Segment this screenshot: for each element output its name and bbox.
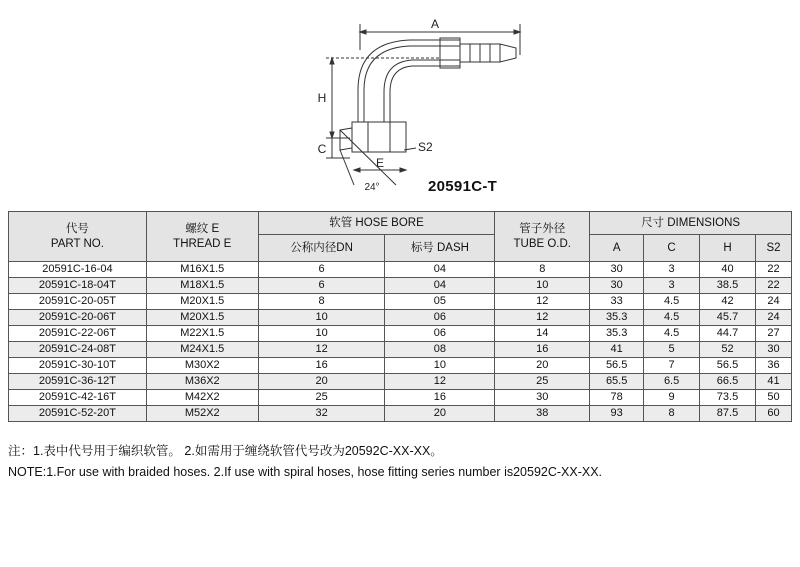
cell-h: 42 [700, 294, 756, 310]
dim-a-arrow-left [360, 30, 366, 34]
cell-thread: M16X1.5 [146, 262, 258, 278]
cell-thread: M22X1.5 [146, 326, 258, 342]
model-name: 20591C-T [428, 178, 498, 195]
cell-dash: 20 [385, 406, 495, 422]
cell-a: 41 [590, 342, 644, 358]
cell-part-no: 20591C-24-08T [9, 342, 147, 358]
cell-part-no: 20591C-22-06T [9, 326, 147, 342]
cell-a: 78 [590, 390, 644, 406]
table-row [9, 342, 792, 358]
cell-tube-od: 12 [495, 310, 590, 326]
header-dash: 标号 DASH [385, 235, 495, 262]
cell-c: 3 [644, 278, 700, 294]
cell-c: 3 [644, 262, 700, 278]
elbow-inner-bore [384, 60, 460, 122]
cell-dn: 25 [258, 390, 385, 406]
cell-dash: 06 [385, 310, 495, 326]
cell-h: 38.5 [700, 278, 756, 294]
cell-part-no: 20591C-18-04T [9, 278, 147, 294]
header-dimensions: 尺寸 DIMENSIONS [590, 212, 792, 235]
cell-thread: M18X1.5 [146, 278, 258, 294]
cell-c: 6.5 [644, 374, 700, 390]
label-a: A [430, 17, 440, 31]
label-c: C [317, 142, 327, 156]
cell-dn: 10 [258, 310, 385, 326]
cell-tube-od: 12 [495, 294, 590, 310]
cell-a: 56.5 [590, 358, 644, 374]
cell-thread: M20X1.5 [146, 294, 258, 310]
fitting-drawing [300, 10, 540, 200]
cell-a: 33 [590, 294, 644, 310]
label-e: E [375, 156, 385, 170]
notes [8, 441, 602, 483]
table-row [9, 326, 792, 342]
cell-a: 35.3 [590, 310, 644, 326]
cell-dn: 6 [258, 262, 385, 278]
cell-h: 44.7 [700, 326, 756, 342]
table-row [9, 374, 792, 390]
header-hose-bore: 软管 HOSE BORE [258, 212, 495, 235]
cell-part-no: 20591C-36-12T [9, 374, 147, 390]
cell-s2: 41 [755, 374, 791, 390]
header-part-no: 代号 PART NO. [9, 212, 147, 262]
cell-dn: 16 [258, 358, 385, 374]
cell-c: 9 [644, 390, 700, 406]
cell-dash: 06 [385, 326, 495, 342]
table-row [9, 294, 792, 310]
cell-tube-od: 8 [495, 262, 590, 278]
cell-dn: 20 [258, 374, 385, 390]
cell-dash: 12 [385, 374, 495, 390]
cell-part-no: 20591C-52-20T [9, 406, 147, 422]
cell-c: 8 [644, 406, 700, 422]
cell-thread: M42X2 [146, 390, 258, 406]
cell-h: 52 [700, 342, 756, 358]
cell-c: 5 [644, 342, 700, 358]
cell-dash: 05 [385, 294, 495, 310]
cell-c: 4.5 [644, 310, 700, 326]
cell-dn: 12 [258, 342, 385, 358]
note-chinese: 注：1.表中代号用于编织软管。 2.如需用于缠绕软管代号改为20592C-XX-XX。 [8, 444, 443, 458]
dim-h-arrow-top [330, 58, 334, 64]
cell-part-no: 20591C-20-05T [9, 294, 147, 310]
header-h: H [700, 235, 756, 262]
cell-dash: 08 [385, 342, 495, 358]
cell-dn: 10 [258, 326, 385, 342]
header-tube-od: 管子外径 TUBE O.D. [495, 212, 590, 262]
cell-tube-od: 25 [495, 374, 590, 390]
label-s2: S2 [418, 140, 433, 154]
hex-nut [352, 122, 406, 152]
cell-dn: 6 [258, 278, 385, 294]
cell-h: 73.5 [700, 390, 756, 406]
cell-s2: 24 [755, 310, 791, 326]
cell-s2: 50 [755, 390, 791, 406]
cell-tube-od: 20 [495, 358, 590, 374]
label-h: H [317, 91, 327, 105]
cell-a: 93 [590, 406, 644, 422]
cell-s2: 30 [755, 342, 791, 358]
cell-part-no: 20591C-42-16T [9, 390, 147, 406]
cell-h: 40 [700, 262, 756, 278]
hose-tail [460, 44, 516, 62]
cell-dash: 04 [385, 278, 495, 294]
table-row [9, 262, 792, 278]
label-angle: 24° [364, 182, 380, 193]
cell-a: 30 [590, 262, 644, 278]
cell-s2: 24 [755, 294, 791, 310]
cell-dn: 32 [258, 406, 385, 422]
cell-h: 45.7 [700, 310, 756, 326]
cell-dash: 04 [385, 262, 495, 278]
cell-s2: 22 [755, 262, 791, 278]
cell-tube-od: 16 [495, 342, 590, 358]
header-c: C [644, 235, 700, 262]
note-english: NOTE:1.For use with braided hoses. 2.If use with spiral hoses, hose fitting series number is20592C-XX-XX. [8, 465, 603, 479]
header-s2: S2 [755, 235, 791, 262]
angle-line-left [340, 150, 354, 185]
cell-part-no: 20591C-30-10T [9, 358, 147, 374]
cell-h: 66.5 [700, 374, 756, 390]
cell-thread: M24X1.5 [146, 342, 258, 358]
cell-a: 35.3 [590, 326, 644, 342]
table-row [9, 406, 792, 422]
table-row [9, 310, 792, 326]
cell-s2: 27 [755, 326, 791, 342]
table-row [9, 358, 792, 374]
cell-h: 87.5 [700, 406, 756, 422]
cell-s2: 22 [755, 278, 791, 294]
cell-h: 56.5 [700, 358, 756, 374]
cell-c: 4.5 [644, 326, 700, 342]
spec-table [8, 211, 792, 422]
dim-h-arrow-bottom [330, 132, 334, 138]
cell-tube-od: 38 [495, 406, 590, 422]
cell-c: 4.5 [644, 294, 700, 310]
cell-tube-od: 14 [495, 326, 590, 342]
cell-dn: 8 [258, 294, 385, 310]
table-row [9, 278, 792, 294]
table-row [9, 390, 792, 406]
elbow-inner-wall [390, 66, 460, 122]
cell-dash: 16 [385, 390, 495, 406]
tail-collar [440, 38, 460, 68]
cell-thread: M36X2 [146, 374, 258, 390]
cell-s2: 60 [755, 406, 791, 422]
cell-dash: 10 [385, 358, 495, 374]
cell-thread: M52X2 [146, 406, 258, 422]
cell-part-no: 20591C-16-04 [9, 262, 147, 278]
cell-a: 30 [590, 278, 644, 294]
elbow-outer-bore [364, 46, 460, 122]
cell-thread: M30X2 [146, 358, 258, 374]
cell-tube-od: 10 [495, 278, 590, 294]
header-thread: 螺纹 E THREAD E [146, 212, 258, 262]
header-dn: 公称内径DN [258, 235, 385, 262]
cell-a: 65.5 [590, 374, 644, 390]
cell-c: 7 [644, 358, 700, 374]
elbow-outer-wall [358, 40, 460, 122]
header-a: A [590, 235, 644, 262]
cell-s2: 36 [755, 358, 791, 374]
cell-part-no: 20591C-20-06T [9, 310, 147, 326]
cell-thread: M20X1.5 [146, 310, 258, 326]
cell-tube-od: 30 [495, 390, 590, 406]
dim-a-arrow-right [514, 30, 520, 34]
spec-table-body [9, 262, 792, 422]
